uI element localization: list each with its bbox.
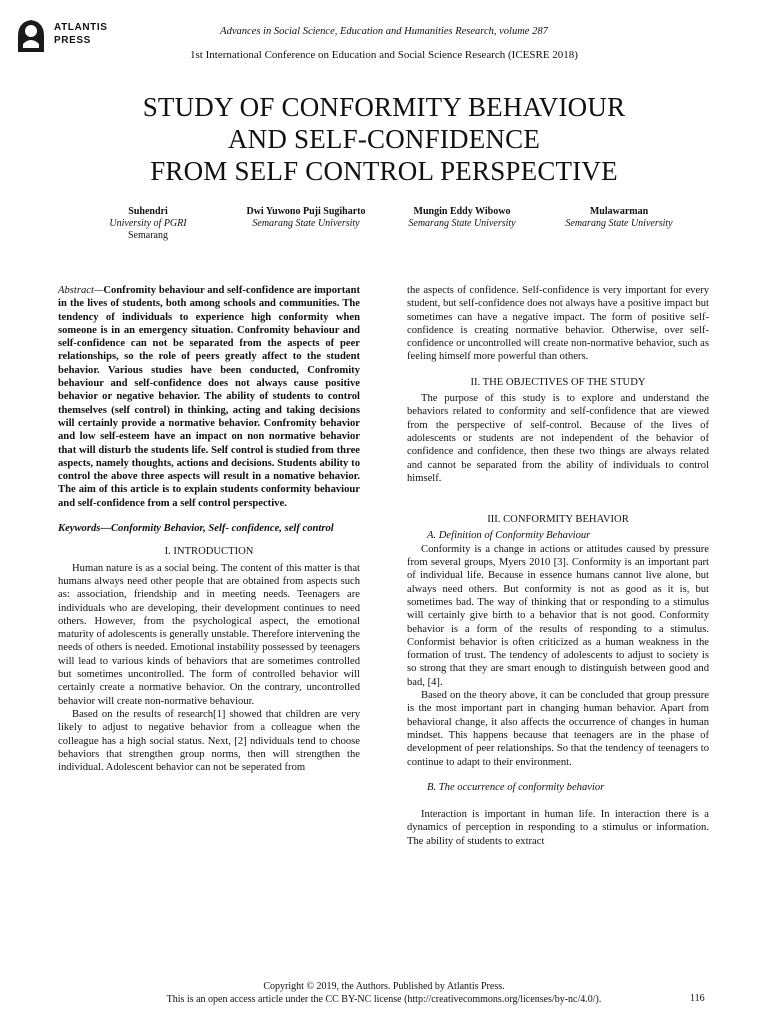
logo-text-line2: PRESS xyxy=(54,35,91,46)
author-affiliation: University of PGRI xyxy=(109,218,187,229)
logo-text-line1: ATLANTIS xyxy=(54,22,108,33)
conformity-paragraph-1: Conformity is a change in actions or attitudes caused by pressure from several groups, Myers 2010 [3]. Conformity is an important part of individual life. Because in essence humans cannot live alone, but always need others. But conformity is not as good as it is, but sometimes bad. The way of thinking that or responding to a stimulus will certainly give birth to a behavior that is not good. Conformity behavior is a form of the results of responding to a stimulus. Conformist behavior is often criticized as a human weakness in the formation of trust. The tendency of adolescents to adjust to society is so strong that they are smart enough to distinguish between good and bad, [4]. xyxy=(407,543,709,688)
title-line-3: FROM SELF CONTROL PERSPECTIVE xyxy=(150,156,618,186)
page-number: 116 xyxy=(690,993,705,1004)
conference-header: 1st International Conference on Education and Social Science Research (ICESRE 2018) xyxy=(190,49,578,61)
author-name: Dwi Yuwono Puji Sugiharto xyxy=(246,206,366,217)
occurrence-paragraph: Interaction is important in human life. In interaction there is a dynamics of perception in responding to a stimulus or information. The ability of students to extract xyxy=(407,809,709,847)
left-column xyxy=(58,284,360,774)
copyright-line: Copyright © 2019, the Authors. Published by Atlantis Press. xyxy=(263,981,505,992)
author-affiliation: Semarang State University xyxy=(252,218,360,229)
copyright-footer xyxy=(0,980,768,1006)
abstract-label: Abstract— xyxy=(58,285,104,296)
author-location: Semarang xyxy=(128,230,168,241)
section-heading-objectives: II. THE OBJECTIVES OF THE STUDY xyxy=(470,376,646,388)
author-affiliation: Semarang State University xyxy=(565,218,673,229)
intro-paragraph-1: Human nature is as a social being. The content of this matter is that humans always need other people that are obtained from aspects such as: association, friendship and in meeting needs. Teenagers are individuals who are developing, their development continues to need others. However, from the psychological aspect, the emotional maturity of adolescents is generally unstable. Therefore intervening the needs of others is needed. Emotional instability possessed by teenagers will lead to various kinds of behaviors that are sometimes controlled but sometimes uncontrolled. The form of controlled behavior will certainly create a normative behavior. On the contrary, uncontrolled behavior will create non-normative behaviour. xyxy=(58,562,360,707)
author-affiliation: Semarang State University xyxy=(408,218,516,229)
objectives-paragraph: The purpose of this study is to explore and understand the behaviors related to conformity and self-confidence that are viewed from the perspective of self-control. Because of the lives of adolescents or students are not independent of the behavior of confidence and confidence, then these two things are always related and cannot be separated from the ability of individuals to control himself. xyxy=(407,393,709,484)
author-4 xyxy=(554,206,684,230)
author-name: Suhendri xyxy=(128,206,168,217)
abstract-text: Confromity behaviour and self-confidence are important in the lives of students, both among schools and communities. The tendency of individuals to experience high conformity when someone is in an emergency situation. Confromity behaviour and self-confidence can not be separated from the aspects of peer relationships, so the role of peers greatly affect to the student behavior. Various studies have been conducted, Confromity behaviour and self-confidence does not always cause positive behavior or negative behavior. The ability of students to control themselves (self control) in thinking, acting and taking decisions will certainly provide a normative behavior. Confromity behavior and low self-esteem have an impact on non normative behavior that will disturb the students life. Self control is studied from three aspects, namely thoughts, actions and decisions. Students ability to control the above three aspects will result in a nomative behavior. The aim of this article is to explain students conformity behaviour and self-confidence from a self control perspective. xyxy=(58,285,360,509)
abstract xyxy=(58,284,360,510)
section-heading-introduction: I. INTRODUCTION xyxy=(164,546,254,558)
title-line-1: STUDY OF CONFORMITY BEHAVIOUR xyxy=(142,92,626,122)
paper-title xyxy=(0,91,768,187)
subheading-occurrence: B. The occurrence of conformity behavior xyxy=(427,781,605,793)
author-name: Mungin Eddy Wibowo xyxy=(413,206,511,217)
subheading-definition: A. Definition of Conformity Behaviour xyxy=(427,530,591,542)
confidence-paragraph: the aspects of confidence. Self-confidence is very important for every student, but self-confidence does not always have a positive impact but sometimes can have a negative impact. The form of positive self-confidence is creating normative behavior. Otherwise, over self-confidence or uncontrolled will create non-normative behavior, such as feeling himself more powerful than others. xyxy=(407,285,709,363)
author-1 xyxy=(83,206,213,242)
license-line: This is an open access article under the CC BY-NC license (http://creativecommons.org/licenses/by-nc/4.0/). xyxy=(166,994,602,1005)
author-2 xyxy=(241,206,371,230)
title-line-2: AND SELF-CONFIDENCE xyxy=(227,124,541,154)
right-column xyxy=(407,284,709,848)
author-name: Mulawarman xyxy=(589,206,649,217)
author-3 xyxy=(397,206,527,230)
keywords: Keywords—Conformity Behavior, Self- confidence, self control xyxy=(58,523,334,535)
intro-paragraph-2: Based on the results of research[1] showed that children are very likely to adjust to negative behavior from a colleague when the colleague has a high social status. Next, [2] ndividuals tend to choose behaviors that strengthen group norms, then will strengthen the individual. Adolescent behavior can not be seperated from xyxy=(58,708,360,774)
section-heading-conformity: III. CONFORMITY BEHAVIOR xyxy=(487,514,629,526)
series-header: Advances in Social Science, Education and Humanities Research, volume 287 xyxy=(220,26,548,37)
conformity-paragraph-2: Based on the theory above, it can be concluded that group pressure is the most important part in changing human behavior. Apart from behavioral change, it also affects the occurrence of changes in human mindset. This happens because that teenagers are in the phase of development of peer relationships. So that the tendency of teenagers to continue to adapt to their environment. xyxy=(407,690,709,768)
